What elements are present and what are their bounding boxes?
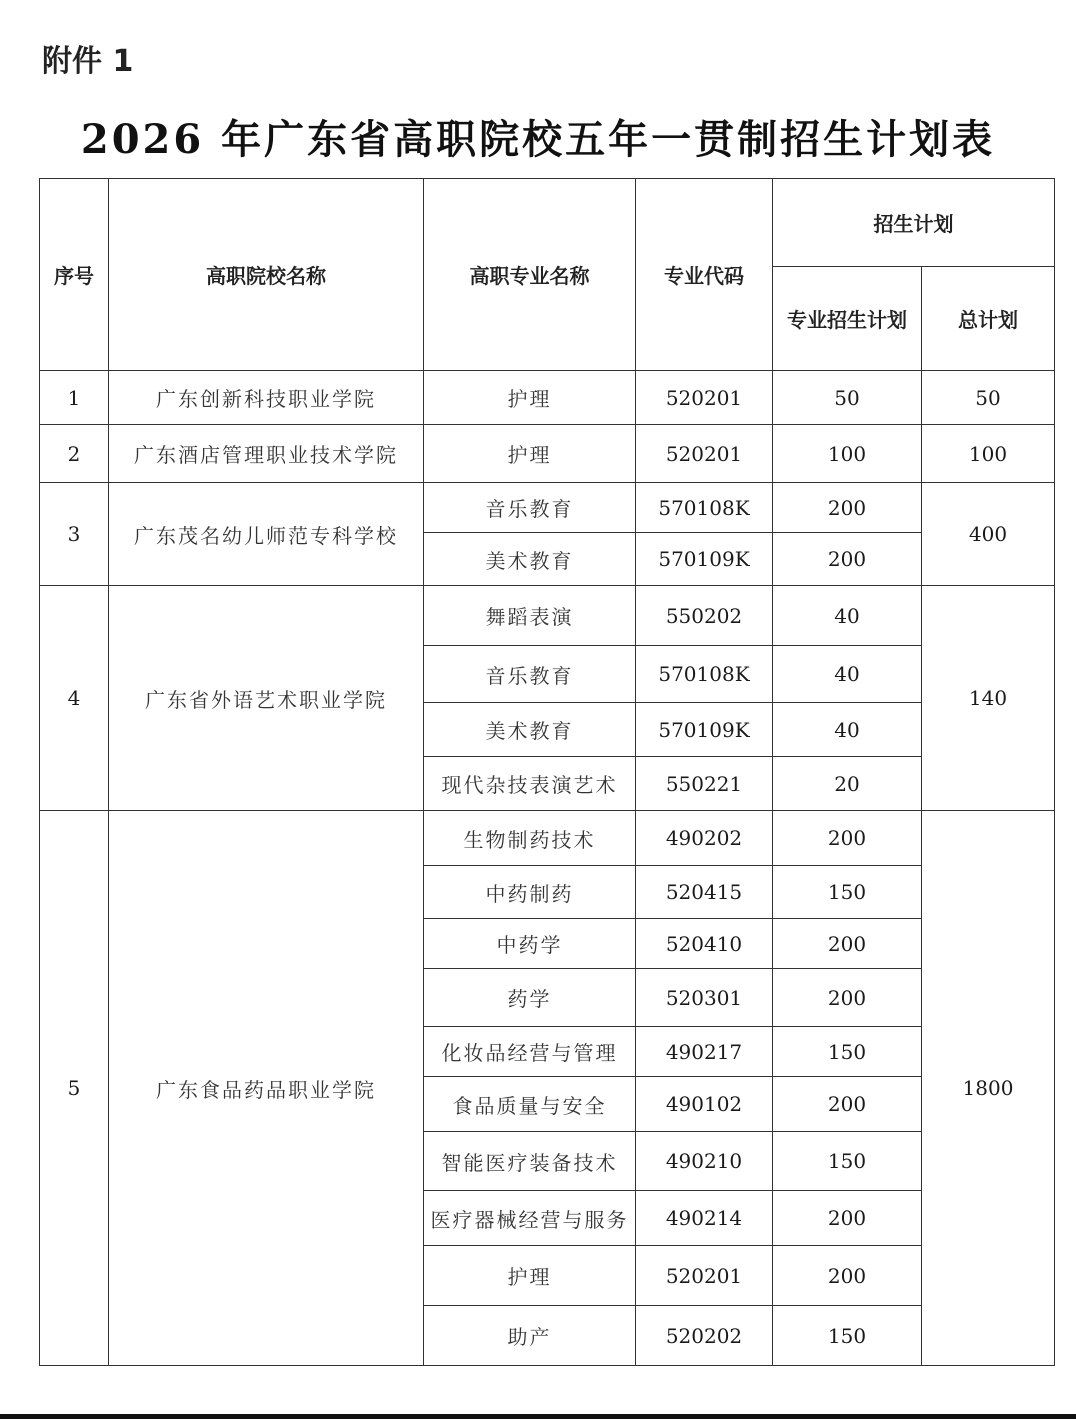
- major-plan-cell: 150: [773, 866, 922, 919]
- major-plan-cell: 200: [773, 1077, 922, 1132]
- header-major: 高职专业名称: [424, 179, 636, 371]
- major-code-cell: 570108K: [636, 646, 773, 703]
- major-code-cell: 490210: [636, 1132, 773, 1191]
- major-plan-cell: 200: [773, 483, 922, 533]
- major-name-cell: 护理: [424, 1246, 636, 1306]
- major-plan-cell: 40: [773, 703, 922, 757]
- school-name-cell: 广东食品药品职业学院: [109, 811, 424, 1366]
- major-code-cell: 520201: [636, 371, 773, 425]
- table-body: [40, 371, 1055, 1366]
- total-plan-cell: 400: [922, 483, 1055, 586]
- header-seq: 序号: [40, 179, 109, 371]
- table-row: [40, 483, 1055, 533]
- major-name-cell: 音乐教育: [424, 483, 636, 533]
- seq-cell: 5: [40, 811, 109, 1366]
- major-code-cell: 520415: [636, 866, 773, 919]
- major-name-cell: 中药制药: [424, 866, 636, 919]
- major-plan-cell: 200: [773, 1191, 922, 1246]
- major-code-cell: 520301: [636, 969, 773, 1027]
- major-plan-cell: 200: [773, 811, 922, 866]
- table-row: [40, 811, 1055, 866]
- major-name-cell: 音乐教育: [424, 646, 636, 703]
- major-name-cell: 美术教育: [424, 533, 636, 586]
- enrollment-plan-table: [39, 178, 1055, 1366]
- total-plan-cell: 100: [922, 425, 1055, 483]
- major-name-cell: 美术教育: [424, 703, 636, 757]
- major-plan-cell: 50: [773, 371, 922, 425]
- major-code-cell: 570109K: [636, 533, 773, 586]
- major-name-cell: 化妆品经营与管理: [424, 1027, 636, 1077]
- major-name-cell: 医疗器械经营与服务: [424, 1191, 636, 1246]
- major-name-cell: 舞蹈表演: [424, 586, 636, 646]
- page-title: 2026 年广东省高职院校五年一贯制招生计划表: [80, 116, 996, 163]
- table-row: [40, 371, 1055, 425]
- major-code-cell: 520410: [636, 919, 773, 969]
- major-plan-cell: 20: [773, 757, 922, 811]
- header-school: 高职院校名称: [109, 179, 424, 371]
- school-name-cell: 广东酒店管理职业技术学院: [109, 425, 424, 483]
- school-name-cell: 广东省外语艺术职业学院: [109, 586, 424, 811]
- major-code-cell: 550202: [636, 586, 773, 646]
- seq-cell: 1: [40, 371, 109, 425]
- major-code-cell: 490214: [636, 1191, 773, 1246]
- major-name-cell: 生物制药技术: [424, 811, 636, 866]
- major-code-cell: 570108K: [636, 483, 773, 533]
- major-plan-cell: 200: [773, 969, 922, 1027]
- major-plan-cell: 200: [773, 919, 922, 969]
- major-name-cell: 食品质量与安全: [424, 1077, 636, 1132]
- major-code-cell: 520201: [636, 425, 773, 483]
- header-total-plan: 总计划: [922, 267, 1055, 371]
- major-name-cell: 护理: [424, 425, 636, 483]
- major-name-cell: 中药学: [424, 919, 636, 969]
- major-name-cell: 现代杂技表演艺术: [424, 757, 636, 811]
- major-plan-cell: 150: [773, 1132, 922, 1191]
- attachment-label: 附件 1: [42, 44, 134, 79]
- major-code-cell: 520201: [636, 1246, 773, 1306]
- major-name-cell: 智能医疗装备技术: [424, 1132, 636, 1191]
- major-name-cell: 药学: [424, 969, 636, 1027]
- table-row: [40, 425, 1055, 483]
- major-plan-cell: 150: [773, 1306, 922, 1366]
- major-plan-cell: 200: [773, 533, 922, 586]
- major-plan-cell: 200: [773, 1246, 922, 1306]
- header-major-plan: 专业招生计划: [773, 267, 922, 371]
- total-plan-cell: 140: [922, 586, 1055, 811]
- total-plan-cell: 50: [922, 371, 1055, 425]
- seq-cell: 2: [40, 425, 109, 483]
- bottom-divider: [0, 1414, 1076, 1419]
- header-plan-group: 招生计划: [773, 179, 1055, 267]
- major-code-cell: 520202: [636, 1306, 773, 1366]
- major-name-cell: 护理: [424, 371, 636, 425]
- major-code-cell: 490202: [636, 811, 773, 866]
- school-name-cell: 广东创新科技职业学院: [109, 371, 424, 425]
- major-code-cell: 490217: [636, 1027, 773, 1077]
- major-code-cell: 490102: [636, 1077, 773, 1132]
- major-name-cell: 助产: [424, 1306, 636, 1366]
- major-plan-cell: 40: [773, 646, 922, 703]
- seq-cell: 4: [40, 586, 109, 811]
- table-row: [40, 586, 1055, 646]
- header-code: 专业代码: [636, 179, 773, 371]
- total-plan-cell: 1800: [922, 811, 1055, 1366]
- major-plan-cell: 100: [773, 425, 922, 483]
- major-code-cell: 570109K: [636, 703, 773, 757]
- school-name-cell: 广东茂名幼儿师范专科学校: [109, 483, 424, 586]
- major-code-cell: 550221: [636, 757, 773, 811]
- major-plan-cell: 40: [773, 586, 922, 646]
- seq-cell: 3: [40, 483, 109, 586]
- major-plan-cell: 150: [773, 1027, 922, 1077]
